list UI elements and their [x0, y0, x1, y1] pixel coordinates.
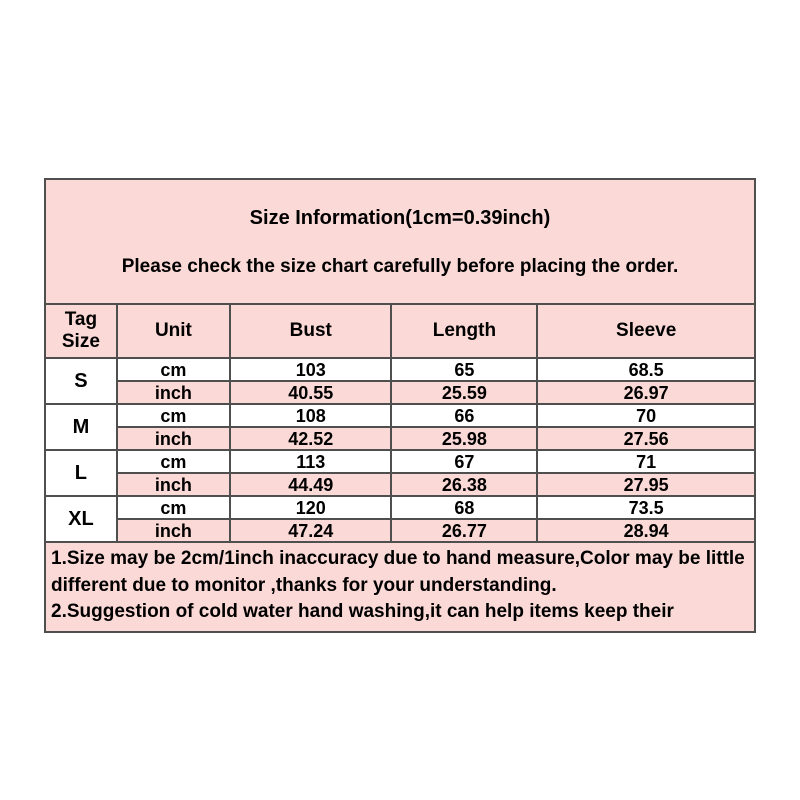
size-table-body [46, 358, 754, 541]
sleeve-cell: 71 [537, 450, 754, 473]
size-table [46, 305, 754, 541]
unit-cell: inch [117, 427, 230, 450]
column-header-length: Length [391, 305, 537, 358]
tag-size-cell-L: L [46, 450, 117, 496]
sleeve-cell: 27.95 [537, 473, 754, 496]
sleeve-cell: 73.5 [537, 496, 754, 519]
sleeve-cell: 28.94 [537, 519, 754, 541]
bust-cell: 47.24 [230, 519, 391, 541]
unit-cell: inch [117, 519, 230, 541]
unit-cell: cm [117, 496, 230, 519]
bust-cell: 40.55 [230, 381, 391, 404]
size-row-M-inch [46, 427, 754, 450]
length-cell: 66 [391, 404, 537, 427]
note-line-2: 2.Suggestion of cold water hand washing,it can help items keep their [51, 601, 674, 622]
notes-section [46, 541, 754, 631]
unit-cell: inch [117, 381, 230, 404]
unit-cell: inch [117, 473, 230, 496]
size-table-header [46, 305, 754, 358]
column-header-unit: Unit [117, 305, 230, 358]
bust-cell: 120 [230, 496, 391, 519]
unit-cell: cm [117, 450, 230, 473]
unit-cell: cm [117, 404, 230, 427]
size-row-M-cm [46, 404, 754, 427]
size-row-XL-inch [46, 519, 754, 541]
bust-cell: 103 [230, 358, 391, 381]
size-row-XL-cm [46, 496, 754, 519]
size-row-L-cm [46, 450, 754, 473]
tag-size-cell-M: M [46, 404, 117, 450]
note-line-1: 1.Size may be 2cm/1inch inaccuracy due to hand measure,Color may be little different due to monitor ,thanks for your understanding. [51, 548, 745, 596]
bust-cell: 42.52 [230, 427, 391, 450]
length-cell: 25.98 [391, 427, 537, 450]
length-cell: 67 [391, 450, 537, 473]
size-information-panel [44, 178, 756, 633]
column-header-sleeve: Sleeve [537, 305, 754, 358]
header-row [46, 305, 754, 358]
length-cell: 25.59 [391, 381, 537, 404]
size-row-L-inch [46, 473, 754, 496]
sleeve-cell: 70 [537, 404, 754, 427]
tag-size-cell-S: S [46, 358, 117, 404]
size-row-S-cm [46, 358, 754, 381]
length-cell: 65 [391, 358, 537, 381]
column-header-tag-size: Tag Size [46, 305, 117, 358]
panel-title: Size Information(1cm=0.39inch) [249, 207, 551, 229]
tag-size-cell-XL: XL [46, 496, 117, 541]
panel-header [46, 180, 754, 305]
sleeve-cell: 27.56 [537, 427, 754, 450]
column-header-bust: Bust [230, 305, 391, 358]
bust-cell: 113 [230, 450, 391, 473]
panel-subtitle: Please check the size chart carefully before placing the order. [121, 256, 679, 277]
unit-cell: cm [117, 358, 230, 381]
bust-cell: 44.49 [230, 473, 391, 496]
length-cell: 26.77 [391, 519, 537, 541]
bust-cell: 108 [230, 404, 391, 427]
length-cell: 68 [391, 496, 537, 519]
size-row-S-inch [46, 381, 754, 404]
sleeve-cell: 68.5 [537, 358, 754, 381]
sleeve-cell: 26.97 [537, 381, 754, 404]
length-cell: 26.38 [391, 473, 537, 496]
